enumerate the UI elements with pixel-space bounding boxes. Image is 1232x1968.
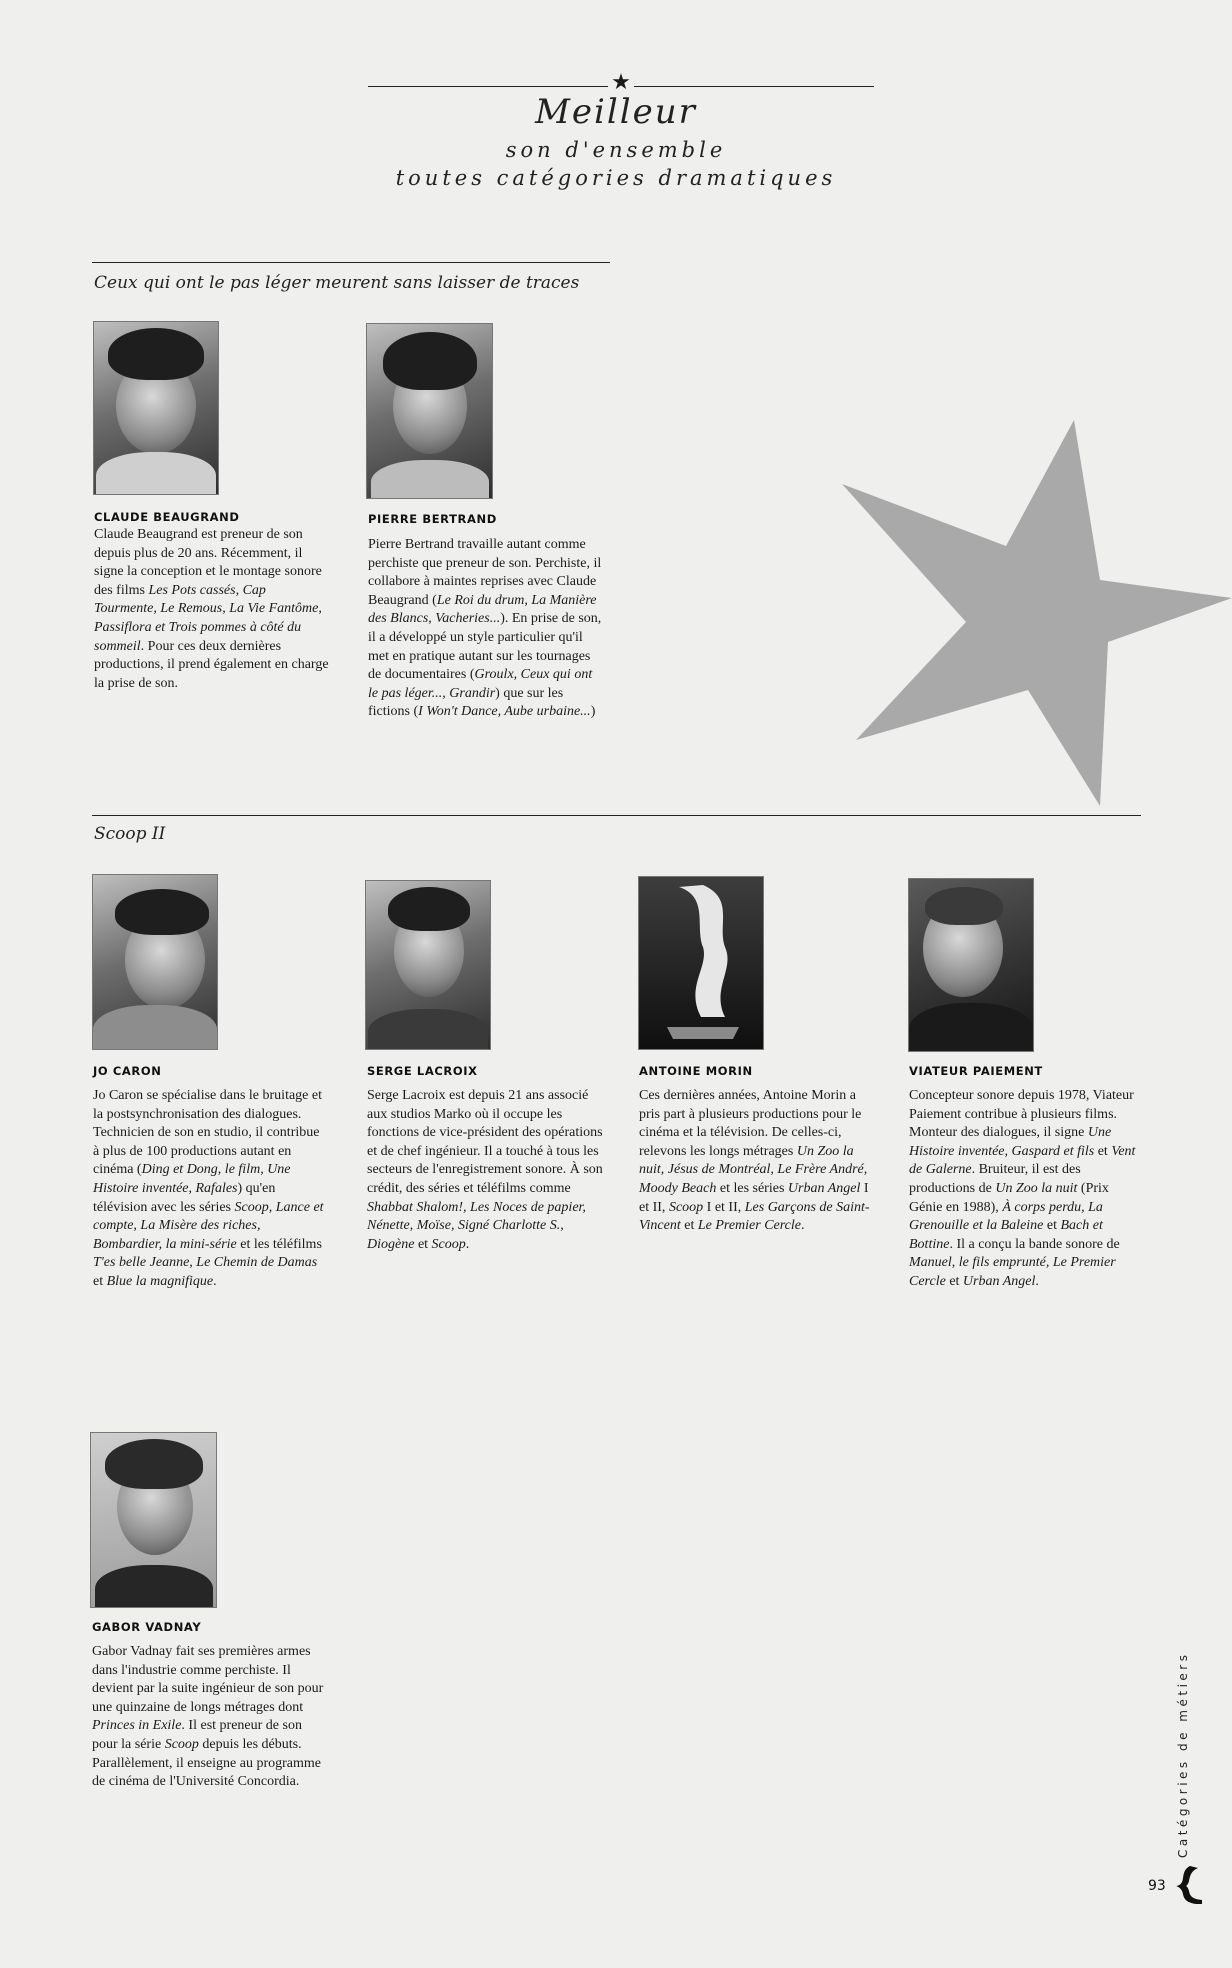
header-rule-left (368, 86, 608, 87)
person-name: SERGE LACROIX (367, 1064, 478, 1078)
page-title: Meilleur (535, 92, 697, 132)
person-bio: Gabor Vadnay fait ses premières armes dans l'industrie comme perchiste. Il devient par la suite ingénieur de son pour une quinzaine de longs métrages dont Princes in Exile. Il est preneur de son pour la série Scoop depuis les débuts. Parallèlement, il enseigne au programme de cinéma de l'Université Concordia. (92, 1644, 324, 1790)
person-bio: Concepteur sonore depuis 1978, Viateur Paiement contribue à plusieurs films. Monteur des dialogues, il signe Une Histoire inventée, Gaspard et fils et Vent de Galerne. Bruiteur, il est des productions de Un Zoo la nuit (Prix Génie en 1988), À corps perdu, La Grenouille et la Baleine et Bach et Bottine. Il a conçu la bande sonore de Manuel, le fils emprunté, Le Premier Cercle et Urban Angel. (909, 1088, 1136, 1289)
portrait-photo (92, 874, 218, 1050)
header-star-icon: ★ (611, 70, 631, 95)
person-bio: Jo Caron se spécialise dans le bruitage et la postsynchronisation des dialogues. Technicien de son en studio, il contribue à plus de 100 productions autant en cinéma (Ding et Dong, le film, Une Histoire inventée, Rafales) qu'en télévision avec les séries Scoop, Lance et compte, La Misère des riches, Bombardier, la mini-série et les téléfilms T'es belle Jeanne, Le Chemin de Damas et Blue la magnifique. (93, 1088, 324, 1289)
person-name: JO CARON (93, 1064, 162, 1078)
section-rule (92, 262, 610, 263)
person-name: PIERRE BERTRAND (368, 512, 497, 526)
person-bio: Claude Beaugrand est preneur de son depuis plus de 20 ans. Récemment, il signe la conception et le montage sonore des films Les Pots cassés, Cap Tourmente, Le Remous, La Vie Fantôme, Passiflora et Trois pommes à côté du sommeil. Pour ces deux dernières productions, il prend également en charge la prise de son. (94, 527, 329, 691)
portrait-photo (93, 321, 219, 495)
portrait-photo (365, 880, 491, 1050)
portrait-photo (366, 323, 493, 499)
portrait-photo (90, 1432, 217, 1608)
decorative-star-icon (838, 414, 1232, 810)
sidebar-section-label: Catégories de métiers (1176, 1651, 1190, 1858)
section-title: Scoop II (94, 824, 166, 844)
section-rule (92, 815, 1141, 816)
person-bio: Pierre Bertrand travaille autant comme perchiste que preneur de son. Perchiste, il collabore à maintes reprises avec Claude Beaugrand (Le Roi du drum, La Manière des Blancs, Vacheries...). En prise de son, il a développé un style particulier qu'il met en pratique autant sur les tournages de documentaires (Groulx, Ceux qui ont le pas léger..., Grandir) que sur les fictions (I Won't Dance, Aube urbaine...) (368, 537, 602, 720)
header-rule-right (634, 86, 874, 87)
page-subtitle-2: toutes catégories dramatiques (395, 166, 837, 190)
page-number: 93 (1148, 1878, 1166, 1894)
bracket-logo-icon (1172, 1864, 1206, 1906)
person-name: ANTOINE MORIN (639, 1064, 753, 1078)
person-name: GABOR VADNAY (92, 1620, 202, 1634)
page-subtitle-1: son d'ensemble (505, 138, 727, 162)
person-bio: Ces dernières années, Antoine Morin a pris part à plusieurs productions pour le cinéma et la télévision. De celles-ci, relevons les longs métrages Un Zoo la nuit, Jésus de Montréal, Le Frère André, Moody Beach et les séries Urban Angel I et II, Scoop I et II, Les Garçons de Saint-Vincent et Le Premier Cercle. (639, 1088, 870, 1234)
person-bio: Serge Lacroix est depuis 21 ans associé aux studios Marko où il occupe les fonctions de vice-président des opérations et de chef ingénieur. Il a touché à tous les secteurs de l'enregistrement sonore. À son crédit, des séries et téléfilms comme Shabbat Shalom!, Les Noces de papier, Nénette, Moïse, Signé Charlotte S., Diogène et Scoop. (367, 1088, 603, 1252)
sculpture-photo (638, 876, 764, 1050)
section-title: Ceux qui ont le pas léger meurent sans laisser de traces (94, 273, 580, 293)
person-name: CLAUDE BEAUGRAND (94, 510, 240, 524)
portrait-photo (908, 878, 1034, 1052)
person-name: VIATEUR PAIEMENT (909, 1064, 1043, 1078)
